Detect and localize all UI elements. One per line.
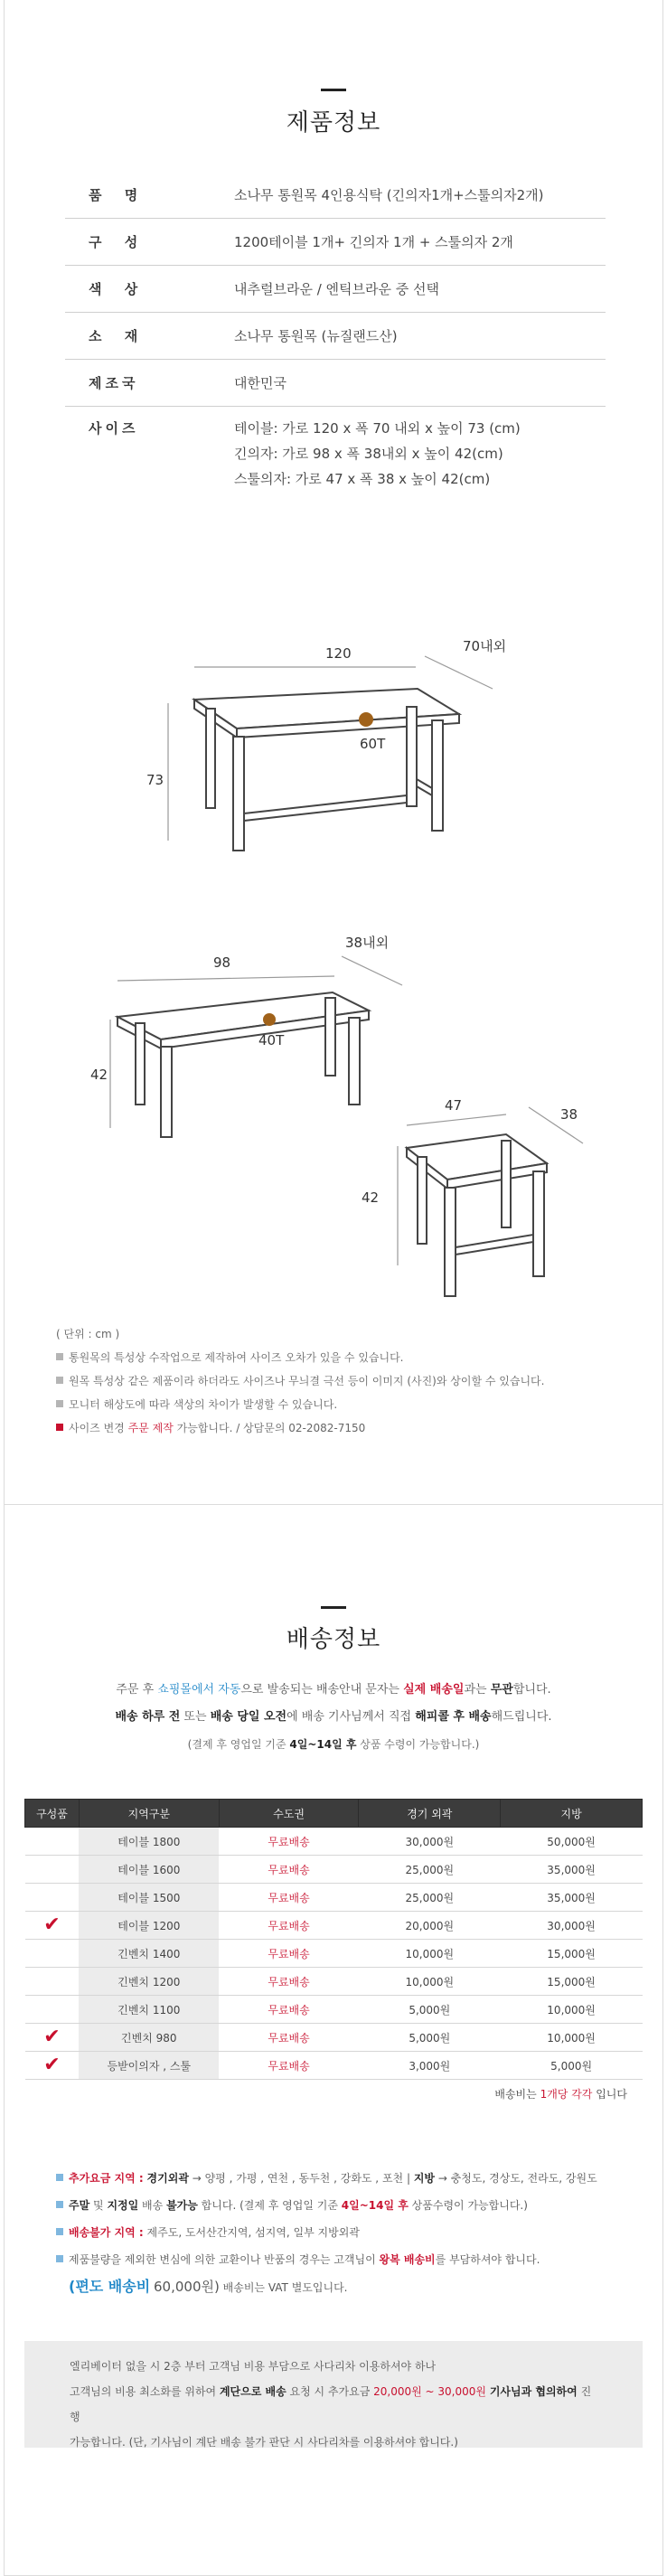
note-line-custom: [56, 1416, 616, 1440]
extra-text: 합니다. (결제 후 영업일 기준: [201, 2199, 338, 2212]
info-value: 소나무 통원목 (뉴질랜드산): [234, 327, 398, 344]
local-fee: 50,000원: [501, 1828, 643, 1856]
notice-text: 기사님과 협의하여: [489, 2385, 578, 2398]
intro-text: 에 배송 기사님께서 직접: [287, 1710, 412, 1724]
stool-height-label: 42: [362, 1189, 380, 1206]
extra-text: 지정일: [107, 2199, 139, 2212]
check-icon: [25, 1940, 80, 1968]
product-notes: [56, 1322, 616, 1440]
table-row: [25, 1968, 643, 1996]
table-row: [25, 2024, 643, 2052]
intro-text: 으로 발송되는 배송안내 문자는: [240, 1683, 399, 1697]
bench-thickness-label: 40T: [258, 1032, 285, 1048]
item-name: 등받이의자 , 스툴: [79, 2052, 219, 2080]
info-key: 사이즈: [89, 420, 139, 437]
bench-height-label: 42: [90, 1067, 108, 1083]
check-icon: [25, 1968, 80, 1996]
intro-text: 해피콜 후 배송: [415, 1710, 492, 1724]
extra-text: 를 부담하셔야 합니다.: [435, 2253, 540, 2266]
intro-text: (결제 후 영업일 기준: [187, 1738, 287, 1751]
metro-fee: 무료배송: [219, 1912, 359, 1940]
info-value: 1200테이블 1개+ 긴의자 1개 + 스툴의자 2개: [234, 233, 513, 250]
size-stool: 스툴의자: 가로 47 x 폭 38 x 높이 42(cm): [234, 471, 491, 487]
bullet-square-icon: [56, 2255, 63, 2262]
size-bench: 긴의자: 가로 98 x 폭 38내외 x 높이 42(cm): [234, 446, 503, 462]
note-text: 배송비는: [494, 2088, 537, 2101]
extra-text: 지방: [413, 2172, 435, 2185]
shipping-info-title: 배송정보: [286, 1626, 381, 1653]
extra-text: (편도 배송비: [69, 2278, 151, 2295]
outer-fee: 10,000원: [359, 1968, 501, 1996]
item-name: 테이블 1500: [79, 1884, 219, 1912]
product-info-title: 제품정보: [286, 109, 381, 136]
shipping-intro: [0, 1677, 667, 1758]
extra-text: → 충청도, 경상도, 전라도, 강원도: [437, 2172, 597, 2185]
intro-text: 합니다.: [512, 1683, 551, 1697]
table-row: [25, 1996, 643, 2024]
outer-fee: 5,000원: [359, 2024, 501, 2052]
shipping-extra-info: [56, 2165, 634, 2301]
size-table: 테이블: 가로 120 x 폭 70 내외 x 높이 73 (cm): [234, 420, 521, 437]
info-key: 소 재: [89, 328, 147, 344]
extra-line: [56, 2165, 634, 2192]
info-value: 내추럴브라운 / 엔틱브라운 중 선택: [234, 280, 439, 297]
note-text: 1개당 각각: [540, 2088, 593, 2101]
extra-text: 불가능: [166, 2199, 198, 2212]
header-cell: 지역구분: [79, 1800, 219, 1828]
notice-text: 고객님의 비용 최소화를 위하여: [70, 2385, 217, 2398]
stair-delivery-notice: [24, 2341, 643, 2448]
note-text: 원목 특성상 같은 제품이라 하더라도 사이즈나 무늬결 극선 등이 이미지 (사진)와 상이할 수 있습니다.: [69, 1375, 545, 1387]
table-height-label: 73: [146, 772, 164, 788]
extra-text: 주말: [69, 2199, 90, 2212]
notice-text: 요청 시 추가요금: [289, 2385, 371, 2398]
info-value: 대한민국: [234, 374, 287, 391]
table-row: [25, 1828, 643, 1856]
header-cell: 수도권: [219, 1800, 359, 1828]
intro-text: 실제 배송일: [403, 1683, 465, 1697]
header-cell: 구성품: [25, 1800, 80, 1828]
check-icon: ✔: [25, 2052, 80, 2080]
item-name: 테이블 1800: [79, 1828, 219, 1856]
info-key: 제조국: [89, 375, 139, 391]
outer-fee: 20,000원: [359, 1912, 501, 1940]
check-icon: ✔: [25, 1912, 80, 1940]
metro-fee: 무료배송: [219, 2052, 359, 2080]
item-name: 테이블 1200: [79, 1912, 219, 1940]
table-thickness-marker: [359, 712, 373, 727]
bullet-square-icon: [56, 1353, 63, 1360]
local-fee: 5,000원: [501, 2052, 643, 2080]
intro-text: 배송 하루 전: [115, 1710, 181, 1724]
bench-depth-label: 38내외: [345, 935, 390, 951]
intro-text: 과는: [464, 1683, 487, 1697]
contact-text: 가능합니다. / 상담문의 02-2082-7150: [176, 1422, 366, 1434]
check-icon: [25, 1996, 80, 2024]
bullet-square-icon: [56, 1377, 63, 1384]
item-name: 긴벤치 1200: [79, 1968, 219, 1996]
local-fee: 30,000원: [501, 1912, 643, 1940]
info-key: 품 명: [89, 187, 147, 203]
item-name: 긴벤치 980: [79, 2024, 219, 2052]
intro-line-3: [0, 1731, 667, 1758]
note-line: [56, 1369, 616, 1393]
extra-text: 60,000원): [154, 2279, 220, 2295]
local-fee: 15,000원: [501, 1968, 643, 1996]
outer-fee: 5,000원: [359, 1996, 501, 2024]
note-text: 입니다: [596, 2088, 627, 2101]
local-fee: 15,000원: [501, 1940, 643, 1968]
notice-text: 계단으로 배송: [219, 2385, 287, 2398]
extra-text: 상품수령이 가능합니다.): [411, 2199, 528, 2212]
outer-fee: 30,000원: [359, 1828, 501, 1856]
extra-text: 4일~14일 후: [341, 2199, 409, 2212]
intro-text: 상품 수령이 가능합니다.): [360, 1738, 480, 1751]
table-header-row: [25, 1800, 643, 1828]
notice-text: 20,000원 ~ 30,000원: [373, 2385, 486, 2398]
intro-text: 또는: [183, 1710, 207, 1724]
outer-fee: 3,000원: [359, 2052, 501, 2080]
local-fee: 35,000원: [501, 1856, 643, 1884]
extra-text: → 양평 , 가평 , 연천 , 동두천 , 강화도 , 포천 |: [192, 2172, 410, 2185]
table-depth-label: 70내외: [463, 638, 507, 654]
bullet-square-icon: [56, 2228, 63, 2235]
extra-text: 경기외곽: [146, 2172, 189, 2185]
extra-text: 제품불량을 제외한 변심에 의한 교환이나 반품의 경우는 고객님이: [69, 2253, 376, 2266]
stool-width-label: 47: [445, 1097, 463, 1114]
local-fee: 10,000원: [501, 2024, 643, 2052]
note-line: [56, 1393, 616, 1416]
item-name: 긴벤치 1400: [79, 1940, 219, 1968]
table-row: [25, 1884, 643, 1912]
table-thickness-label: 60T: [360, 736, 386, 752]
custom-order-text: 주문 제작: [127, 1422, 174, 1434]
extra-text: 배송비는 VAT 별도입니다.: [222, 2281, 348, 2294]
notice-line: [70, 2379, 597, 2430]
extra-line: [56, 2246, 634, 2273]
intro-text: 무관: [490, 1683, 513, 1697]
unit-note: ( 단위 : cm ): [56, 1328, 120, 1340]
local-fee: 10,000원: [501, 1996, 643, 2024]
local-fee: 35,000원: [501, 1884, 643, 1912]
info-key: 구 성: [89, 234, 147, 250]
intro-line-2: [0, 1704, 667, 1731]
extra-text: 배송: [142, 2199, 164, 2212]
extra-label: 배송불가 지역 :: [69, 2226, 144, 2239]
check-icon: [25, 1828, 80, 1856]
intro-text: 주문 후: [116, 1683, 155, 1697]
notice-text: 진행: [70, 2385, 592, 2423]
intro-text: 배송 당일 오전: [210, 1710, 287, 1724]
intro-text: 해드립니다.: [491, 1710, 552, 1724]
table-width-label: 120: [325, 645, 352, 662]
check-icon: [25, 1856, 80, 1884]
bullet-square-icon: [56, 1400, 63, 1407]
check-icon: [25, 1884, 80, 1912]
metro-fee: 무료배송: [219, 1996, 359, 2024]
notice-text: 엘리베이터 없을 시 2층 부터 고객님 비용 부담으로 사다리차 이용하셔야 하나: [70, 2360, 437, 2373]
extra-text: 제주도, 도서산간지역, 섬지역, 일부 지방외곽: [146, 2226, 360, 2239]
stool-depth-label: 38: [560, 1106, 578, 1123]
outer-fee: 25,000원: [359, 1856, 501, 1884]
header-cell: 지방: [501, 1800, 643, 1828]
metro-fee: 무료배송: [219, 1884, 359, 1912]
outer-fee: 25,000원: [359, 1884, 501, 1912]
metro-fee: 무료배송: [219, 1940, 359, 1968]
extra-line: [56, 2219, 634, 2246]
bullet-square-icon: [56, 2201, 63, 2208]
metro-fee: 무료배송: [219, 1856, 359, 1884]
item-name: 긴벤치 1100: [79, 1996, 219, 2024]
notice-text: 가능합니다. (단, 기사님이 계단 배송 불가 판단 시 사다리차를 이용하셔야 합니다.): [70, 2436, 458, 2449]
table-row: [25, 1856, 643, 1884]
extra-line: [56, 2273, 634, 2301]
bench-thickness-marker: [263, 1013, 276, 1026]
item-name: 테이블 1600: [79, 1856, 219, 1884]
note-text: 사이즈 변경: [69, 1422, 125, 1434]
bullet-square-icon: [56, 2174, 63, 2181]
note-line: [56, 1346, 616, 1369]
header-cell: 경기 외곽: [359, 1800, 501, 1828]
info-key: 색 상: [89, 281, 147, 297]
title-bar: [321, 1606, 346, 1609]
extra-text: 및: [93, 2199, 104, 2212]
extra-label: 추가요금 지역 :: [69, 2172, 144, 2185]
metro-fee: 무료배송: [219, 1968, 359, 1996]
metro-fee: 무료배송: [219, 1828, 359, 1856]
intro-text: 4일~14일 후: [289, 1738, 357, 1751]
note-text: 모니터 해상도에 따라 색상의 차이가 발생할 수 있습니다.: [69, 1398, 338, 1411]
table-row: [25, 1912, 643, 1940]
extra-line: [56, 2192, 634, 2219]
per-item-fee-note: [0, 2086, 627, 2101]
note-text: 통원목의 특성상 수작업으로 제작하여 사이즈 오차가 있을 수 있습니다.: [69, 1351, 404, 1364]
bench-width-label: 98: [213, 954, 231, 971]
outer-fee: 10,000원: [359, 1940, 501, 1968]
extra-text: 왕복 배송비: [379, 2253, 436, 2266]
shipping-fee-table: [24, 1799, 643, 2080]
info-value: 소나무 통원목 4인용식탁 (긴의자1개+스툴의자2개): [234, 186, 544, 203]
table-row: [25, 1940, 643, 1968]
metro-fee: 무료배송: [219, 2024, 359, 2052]
intro-text: 쇼핑몰에서 자동: [157, 1683, 241, 1697]
check-icon: ✔: [25, 2024, 80, 2052]
intro-line-1: [0, 1677, 667, 1704]
table-row: [25, 2052, 643, 2080]
bullet-square-icon: [56, 1424, 63, 1431]
